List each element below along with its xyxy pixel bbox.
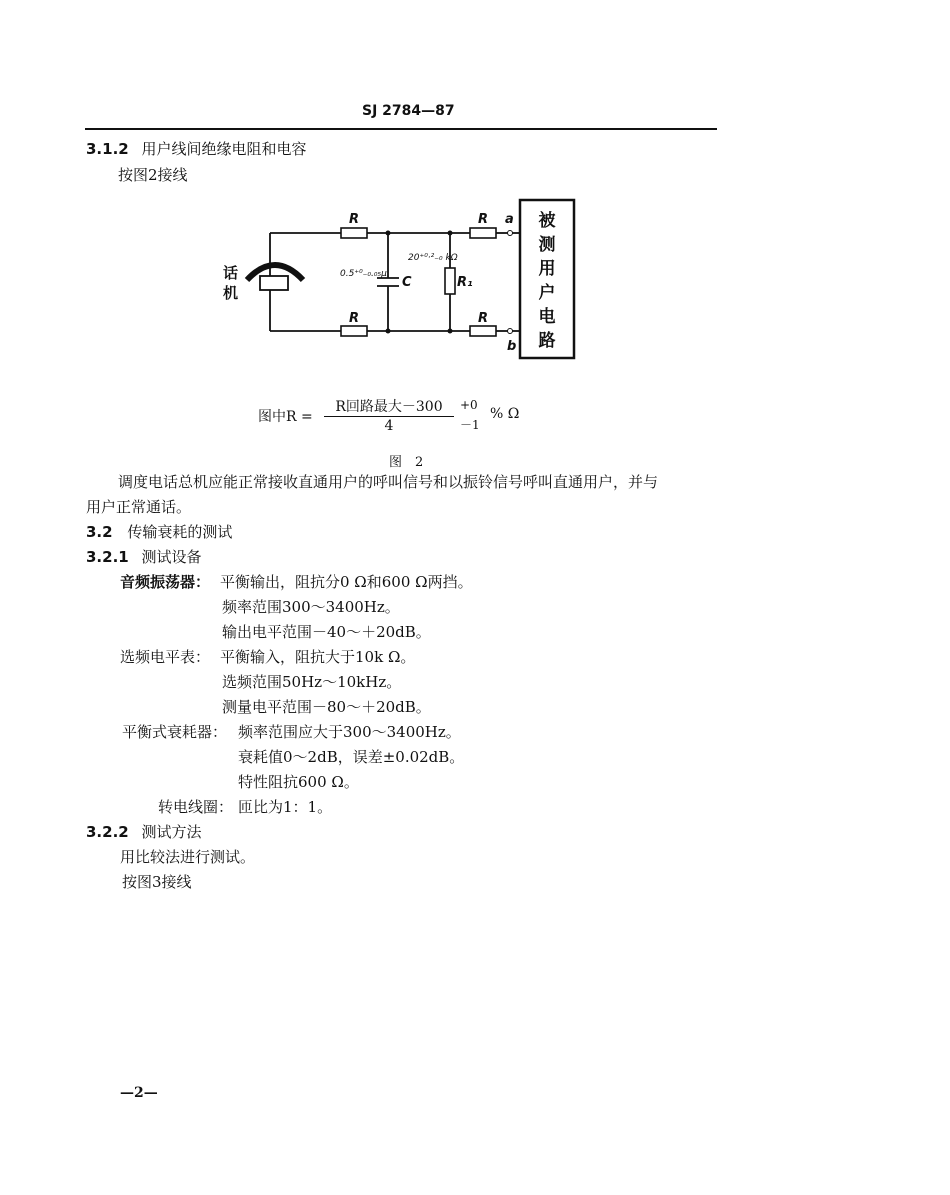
formula-prefix: 图中R =	[258, 409, 313, 425]
capacitor-value: 0.5⁺⁰₋₀.₀₅μ	[340, 269, 387, 279]
section-number: 3.1.2	[86, 140, 129, 158]
terminal-b: b	[507, 339, 517, 354]
attenuator-line-3: 特性阻抗600 Ω。	[238, 773, 359, 791]
attenuator-line-2: 衰耗值0～2dB，误差±0.02dB。	[238, 748, 465, 766]
meter-line-2: 选频范围50Hz～10kHz。	[222, 673, 402, 691]
box-char-5: 电	[538, 307, 556, 327]
attenuator-line-1: 频率范围应大于300～3400Hz。	[238, 723, 461, 741]
box-char-2: 测	[538, 235, 556, 255]
oscillator-line-3: 输出电平范围－40～＋20dB。	[222, 623, 431, 641]
method-line-1: 用比较法进行测试。	[120, 848, 256, 866]
section-title: 用户线间绝缘电阻和电容	[141, 140, 307, 158]
resistor-r1	[445, 268, 455, 294]
resistor-bottom-left	[341, 326, 367, 336]
box-char-6: 路	[538, 331, 556, 351]
r1-label: R₁	[457, 275, 473, 290]
capacitor-label: C	[402, 275, 412, 290]
circuit-diagram	[205, 190, 590, 365]
label-r-bottom-left: R	[349, 311, 360, 326]
resistor-top-left	[341, 228, 367, 238]
coil-line-1: 匝比为1：1。	[238, 798, 333, 816]
section-3-2-1-heading	[86, 547, 202, 567]
section-3-2-2-heading	[86, 822, 202, 842]
meter-line-3: 测量电平范围－80～＋20dB。	[222, 698, 431, 716]
paragraph-line-1: 调度电话总机应能正常接收直通用户的呼叫信号和以振铃信号呼叫直通用户，并与	[118, 473, 659, 491]
instruction-fig2: 按图2接线	[118, 166, 188, 184]
meter-line-1: 平衡输入，阻抗大于10k Ω。	[220, 648, 416, 666]
oscillator-label: 音频振荡器：	[120, 573, 211, 591]
label-r-top-left: R	[349, 212, 360, 227]
terminal-a: a	[505, 212, 514, 227]
phone-label-1: 话	[223, 264, 239, 282]
tolerance-upper: +0	[460, 398, 478, 412]
tolerance-lower: －1	[460, 418, 480, 432]
standard-number: SJ 2784—87	[362, 103, 455, 119]
oscillator-line-2: 频率范围300～3400Hz。	[222, 598, 400, 616]
section-number: 3.2	[86, 523, 113, 541]
fraction-bar	[324, 416, 454, 417]
formula-unit: % Ω	[490, 406, 520, 422]
meter-label: 选频电平表：	[120, 648, 211, 666]
box-char-3: 用	[538, 259, 556, 279]
paragraph-line-2: 用户正常通话。	[86, 498, 192, 516]
coil-label: 转电线圈：	[158, 798, 234, 816]
resistor-top-right	[470, 228, 496, 238]
formula-denominator: 4	[384, 418, 394, 434]
section-3-1-2-heading	[86, 139, 307, 159]
phone-label-2: 机	[223, 284, 239, 302]
section-title: 测试方法	[141, 823, 202, 841]
label-r-top-right: R	[478, 212, 489, 227]
method-line-2: 按图3接线	[122, 873, 192, 891]
section-number: 3.2.2	[86, 823, 129, 841]
figure-caption: 图 2	[389, 455, 424, 470]
box-char-4: 户	[538, 283, 556, 303]
section-number: 3.2.1	[86, 548, 129, 566]
section-3-2-heading	[86, 522, 232, 542]
formula-numerator: R回路最大－300	[335, 399, 443, 415]
attenuator-label: 平衡式衰耗器：	[122, 723, 228, 741]
oscillator-line-1: 平衡输出，阻抗分0 Ω和600 Ω两挡。	[220, 573, 473, 591]
resistor-bottom-right	[470, 326, 496, 336]
page-number: —2—	[120, 1085, 158, 1101]
box-char-1: 被	[538, 211, 556, 231]
r1-value: 20⁺⁰·²₋₀ kΩ	[408, 253, 458, 263]
section-title: 测试设备	[141, 548, 202, 566]
header-rule	[85, 128, 717, 130]
label-r-bottom-right: R	[478, 311, 489, 326]
section-title: 传输衰耗的测试	[127, 523, 233, 541]
